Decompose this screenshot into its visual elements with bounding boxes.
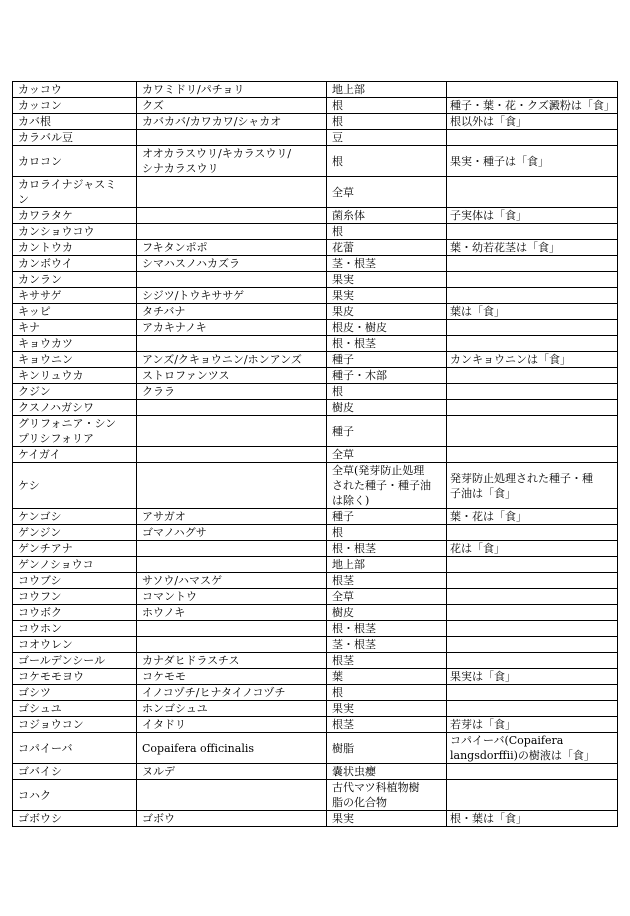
herbal-name-cell: コケモモヨウ bbox=[13, 669, 137, 685]
part-cell: 根茎 bbox=[327, 573, 447, 589]
table-row bbox=[13, 114, 618, 130]
table-row bbox=[13, 336, 618, 352]
herbal-name-cell: コウフン bbox=[13, 589, 137, 605]
plant-name-cell: サソウ/ハマスゲ bbox=[137, 573, 327, 589]
part-cell: 根・根茎 bbox=[327, 541, 447, 557]
table-row bbox=[13, 400, 618, 416]
part-cell: 全草 bbox=[327, 177, 447, 208]
plant-name-cell: ストロファンツス bbox=[137, 368, 327, 384]
herbal-name-cell: キササゲ bbox=[13, 288, 137, 304]
table-row bbox=[13, 447, 618, 463]
plant-name-cell bbox=[137, 463, 327, 509]
note-cell: 発芽防止処理された種子・種 子油は「食」 bbox=[447, 463, 618, 509]
herbal-name-cell: カバ根 bbox=[13, 114, 137, 130]
herbal-name-cell: キョウカツ bbox=[13, 336, 137, 352]
herbal-name-cell: カラバル豆 bbox=[13, 130, 137, 146]
plant-name-cell: ゴマノハグサ bbox=[137, 525, 327, 541]
plant-name-cell: ヌルデ bbox=[137, 764, 327, 780]
table-row bbox=[13, 733, 618, 764]
plant-name-cell: シジツ/トウキササゲ bbox=[137, 288, 327, 304]
plant-name-cell: アンズ/クキョウニン/ホンアンズ bbox=[137, 352, 327, 368]
plant-name-cell: カナダヒドラスチス bbox=[137, 653, 327, 669]
table-row bbox=[13, 208, 618, 224]
note-cell bbox=[447, 416, 618, 447]
table-row bbox=[13, 240, 618, 256]
plant-name-cell: ホウノキ bbox=[137, 605, 327, 621]
part-cell: 種子 bbox=[327, 352, 447, 368]
table-row bbox=[13, 256, 618, 272]
plant-name-cell bbox=[137, 400, 327, 416]
note-cell: コパイーバ(Copaifera langsdorffii)の樹液は「食」 bbox=[447, 733, 618, 764]
table-row bbox=[13, 509, 618, 525]
herbal-name-cell: クジン bbox=[13, 384, 137, 400]
note-cell: 根以外は「食」 bbox=[447, 114, 618, 130]
part-cell: 果実 bbox=[327, 272, 447, 288]
herbal-name-cell: キナ bbox=[13, 320, 137, 336]
plant-name-cell: コケモモ bbox=[137, 669, 327, 685]
note-cell bbox=[447, 589, 618, 605]
part-cell: 全草(発芽防止処理 された種子・種子油 は除く) bbox=[327, 463, 447, 509]
note-cell bbox=[447, 605, 618, 621]
part-cell: 地上部 bbox=[327, 557, 447, 573]
note-cell bbox=[447, 764, 618, 780]
part-cell: 花蕾 bbox=[327, 240, 447, 256]
plant-name-cell: クズ bbox=[137, 98, 327, 114]
part-cell: 全草 bbox=[327, 589, 447, 605]
part-cell: 種子 bbox=[327, 509, 447, 525]
plant-name-cell: カバカバ/カワカワ/シャカオ bbox=[137, 114, 327, 130]
herbal-name-cell: カッコウ bbox=[13, 82, 137, 98]
plant-name-cell: ゴボウ bbox=[137, 811, 327, 827]
herbal-name-cell: コハク bbox=[13, 780, 137, 811]
note-cell bbox=[447, 384, 618, 400]
herbal-name-cell: コウボク bbox=[13, 605, 137, 621]
table-row bbox=[13, 224, 618, 240]
note-cell bbox=[447, 224, 618, 240]
herbal-name-cell: コウホン bbox=[13, 621, 137, 637]
plant-name-cell: フキタンポポ bbox=[137, 240, 327, 256]
plant-name-cell bbox=[137, 780, 327, 811]
note-cell: 葉は「食」 bbox=[447, 304, 618, 320]
note-cell: 葉・花は「食」 bbox=[447, 509, 618, 525]
table-row bbox=[13, 573, 618, 589]
plant-name-cell: イノコヅチ/ヒナタイノコヅチ bbox=[137, 685, 327, 701]
note-cell bbox=[447, 272, 618, 288]
plant-name-cell: クララ bbox=[137, 384, 327, 400]
note-cell: 種子・葉・花・クズ澱粉は「食」 bbox=[447, 98, 618, 114]
table-row bbox=[13, 669, 618, 685]
herbal-name-cell: ゴシュユ bbox=[13, 701, 137, 717]
part-cell: 樹脂 bbox=[327, 733, 447, 764]
table-row bbox=[13, 557, 618, 573]
table-row bbox=[13, 272, 618, 288]
part-cell: 古代マツ科植物樹 脂の化合物 bbox=[327, 780, 447, 811]
herbal-name-cell: ケンゴシ bbox=[13, 509, 137, 525]
herbal-name-cell: カッコン bbox=[13, 98, 137, 114]
table-row bbox=[13, 780, 618, 811]
table-row bbox=[13, 621, 618, 637]
table-row bbox=[13, 605, 618, 621]
note-cell bbox=[447, 653, 618, 669]
herbal-name-cell: カンショウコウ bbox=[13, 224, 137, 240]
plant-name-cell bbox=[137, 637, 327, 653]
part-cell: 根 bbox=[327, 98, 447, 114]
note-cell bbox=[447, 701, 618, 717]
table-row bbox=[13, 368, 618, 384]
table-row bbox=[13, 685, 618, 701]
herbal-name-cell: コウブシ bbox=[13, 573, 137, 589]
plant-name-cell: タチバナ bbox=[137, 304, 327, 320]
note-cell bbox=[447, 130, 618, 146]
herbal-name-cell: ゴシツ bbox=[13, 685, 137, 701]
plant-name-cell: Copaifera officinalis bbox=[137, 733, 327, 764]
note-cell bbox=[447, 525, 618, 541]
note-cell bbox=[447, 288, 618, 304]
part-cell: 嚢状虫癭 bbox=[327, 764, 447, 780]
part-cell: 果実 bbox=[327, 701, 447, 717]
table-row bbox=[13, 304, 618, 320]
herbal-name-cell: クスノハガシワ bbox=[13, 400, 137, 416]
herbal-name-cell: ケシ bbox=[13, 463, 137, 509]
herbal-name-cell: コオウレン bbox=[13, 637, 137, 653]
note-cell bbox=[447, 400, 618, 416]
herbal-name-cell: グリフォニア・シン プリシフォリア bbox=[13, 416, 137, 447]
part-cell: 全草 bbox=[327, 447, 447, 463]
plant-name-cell: イタドリ bbox=[137, 717, 327, 733]
herbal-name-cell: カンラン bbox=[13, 272, 137, 288]
herbal-name-cell: ゲンノショウコ bbox=[13, 557, 137, 573]
herbal-name-cell: ゲンジン bbox=[13, 525, 137, 541]
table-row bbox=[13, 384, 618, 400]
note-cell bbox=[447, 368, 618, 384]
table-row bbox=[13, 589, 618, 605]
part-cell: 根 bbox=[327, 685, 447, 701]
table-row bbox=[13, 146, 618, 177]
herbal-name-cell: ゴボウシ bbox=[13, 811, 137, 827]
part-cell: 根茎 bbox=[327, 717, 447, 733]
part-cell: 豆 bbox=[327, 130, 447, 146]
table-row bbox=[13, 98, 618, 114]
herbal-name-cell: キョウニン bbox=[13, 352, 137, 368]
note-cell: 葉・幼若花茎は「食」 bbox=[447, 240, 618, 256]
part-cell: 樹皮 bbox=[327, 400, 447, 416]
note-cell: 果実は「食」 bbox=[447, 669, 618, 685]
plant-name-cell bbox=[137, 208, 327, 224]
plant-name-cell: シマハスノハカズラ bbox=[137, 256, 327, 272]
table-row bbox=[13, 177, 618, 208]
table-row bbox=[13, 637, 618, 653]
part-cell: 根皮・樹皮 bbox=[327, 320, 447, 336]
plant-name-cell: ホンゴシュユ bbox=[137, 701, 327, 717]
herbal-name-cell: キッピ bbox=[13, 304, 137, 320]
plant-name-cell: コマントウ bbox=[137, 589, 327, 605]
herbal-name-cell: カントウカ bbox=[13, 240, 137, 256]
note-cell bbox=[447, 447, 618, 463]
herbal-name-cell: ゴールデンシール bbox=[13, 653, 137, 669]
note-cell bbox=[447, 685, 618, 701]
plant-name-cell bbox=[137, 447, 327, 463]
herbal-name-cell: コジョウコン bbox=[13, 717, 137, 733]
note-cell: 子実体は「食」 bbox=[447, 208, 618, 224]
table-row bbox=[13, 130, 618, 146]
herbal-name-cell: カワラタケ bbox=[13, 208, 137, 224]
plant-name-cell bbox=[137, 541, 327, 557]
note-cell: 花は「食」 bbox=[447, 541, 618, 557]
part-cell: 根 bbox=[327, 146, 447, 177]
part-cell: 根 bbox=[327, 224, 447, 240]
table-row bbox=[13, 416, 618, 447]
herbal-name-cell: ゲンチアナ bbox=[13, 541, 137, 557]
part-cell: 根茎 bbox=[327, 653, 447, 669]
note-cell bbox=[447, 780, 618, 811]
plant-name-cell bbox=[137, 621, 327, 637]
part-cell: 根 bbox=[327, 525, 447, 541]
plant-name-cell bbox=[137, 272, 327, 288]
plant-name-cell: アサガオ bbox=[137, 509, 327, 525]
plant-name-cell bbox=[137, 557, 327, 573]
herbal-name-cell: カンボウイ bbox=[13, 256, 137, 272]
herb-ingredient-table bbox=[12, 81, 618, 827]
note-cell bbox=[447, 637, 618, 653]
part-cell: 根 bbox=[327, 384, 447, 400]
part-cell: 菌糸体 bbox=[327, 208, 447, 224]
table-row bbox=[13, 811, 618, 827]
note-cell bbox=[447, 320, 618, 336]
note-cell bbox=[447, 82, 618, 98]
table-row bbox=[13, 717, 618, 733]
note-cell bbox=[447, 573, 618, 589]
plant-name-cell bbox=[137, 336, 327, 352]
herbal-name-cell: キンリュウカ bbox=[13, 368, 137, 384]
herbal-name-cell: ケイガイ bbox=[13, 447, 137, 463]
part-cell: 果実 bbox=[327, 288, 447, 304]
herbal-name-cell: コパイーバ bbox=[13, 733, 137, 764]
part-cell: 根 bbox=[327, 114, 447, 130]
note-cell: 果実・種子は「食」 bbox=[447, 146, 618, 177]
part-cell: 種子 bbox=[327, 416, 447, 447]
part-cell: 果皮 bbox=[327, 304, 447, 320]
table-row bbox=[13, 352, 618, 368]
part-cell: 茎・根茎 bbox=[327, 256, 447, 272]
table-row bbox=[13, 764, 618, 780]
note-cell bbox=[447, 621, 618, 637]
table-row bbox=[13, 82, 618, 98]
plant-name-cell bbox=[137, 416, 327, 447]
table-row bbox=[13, 463, 618, 509]
note-cell bbox=[447, 256, 618, 272]
part-cell: 根・根茎 bbox=[327, 336, 447, 352]
herb-table-body bbox=[13, 82, 618, 827]
plant-name-cell bbox=[137, 224, 327, 240]
table-row bbox=[13, 653, 618, 669]
part-cell: 葉 bbox=[327, 669, 447, 685]
note-cell: 若芽は「食」 bbox=[447, 717, 618, 733]
plant-name-cell: オオカラスウリ/キカラスウリ/ シナカラスウリ bbox=[137, 146, 327, 177]
table-row bbox=[13, 541, 618, 557]
table-row bbox=[13, 701, 618, 717]
note-cell: 根・葉は「食」 bbox=[447, 811, 618, 827]
plant-name-cell: カワミドリ/パチョリ bbox=[137, 82, 327, 98]
herbal-name-cell: ゴバイシ bbox=[13, 764, 137, 780]
part-cell: 樹皮 bbox=[327, 605, 447, 621]
part-cell: 種子・木部 bbox=[327, 368, 447, 384]
herbal-name-cell: カロコン bbox=[13, 146, 137, 177]
table-row bbox=[13, 525, 618, 541]
plant-name-cell: アカキナノキ bbox=[137, 320, 327, 336]
note-cell: カンキョウニンは「食」 bbox=[447, 352, 618, 368]
part-cell: 根・根茎 bbox=[327, 621, 447, 637]
note-cell bbox=[447, 336, 618, 352]
table-row bbox=[13, 288, 618, 304]
plant-name-cell bbox=[137, 130, 327, 146]
note-cell bbox=[447, 557, 618, 573]
part-cell: 茎・根茎 bbox=[327, 637, 447, 653]
part-cell: 地上部 bbox=[327, 82, 447, 98]
part-cell: 果実 bbox=[327, 811, 447, 827]
note-cell bbox=[447, 177, 618, 208]
herbal-name-cell: カロライナジャスミ ン bbox=[13, 177, 137, 208]
plant-name-cell bbox=[137, 177, 327, 208]
table-row bbox=[13, 320, 618, 336]
